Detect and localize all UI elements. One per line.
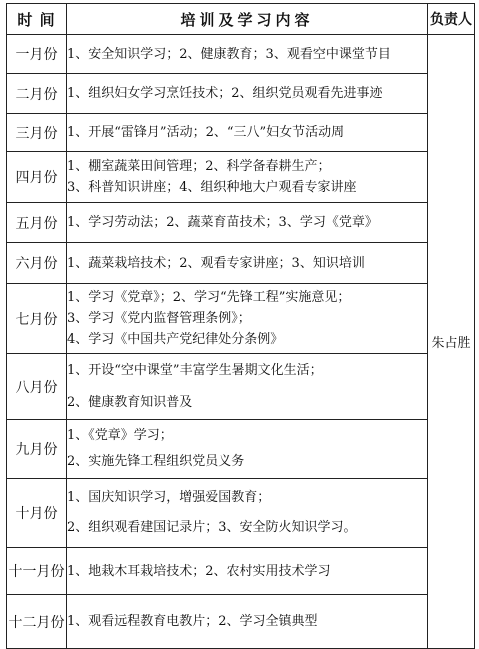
table-row [7, 479, 475, 548]
table-row [7, 548, 475, 595]
content-line: 1、开展“雷锋月”活动；2、“三八”妇女节活动周 [67, 125, 345, 140]
owner-cell: 朱占胜 [428, 35, 475, 649]
content-cell [67, 152, 428, 203]
month-cell: 七月份 [7, 284, 67, 354]
header-row [7, 4, 475, 35]
table-row [7, 35, 475, 74]
table-row [7, 114, 475, 152]
month-cell: 四月份 [7, 152, 67, 203]
content-cell [67, 284, 428, 354]
content-line: 3、学习《党内监督管理条例》； [67, 311, 251, 326]
month-cell: 十月份 [7, 479, 67, 548]
content-cell [67, 203, 428, 243]
content-line: 2、组织观看建国记录片；3、安全防火知识学习。 [67, 520, 357, 535]
content-line: 3、科普知识讲座；4、组织种地大户观看专家讲座 [67, 180, 357, 195]
content-line: 1、蔬菜栽培技术；2、观看专家讲座；3、知识培训 [67, 255, 365, 271]
content-line: 1、开设“空中课堂”丰富学生暑期文化生活； [67, 362, 323, 378]
content-cell [67, 74, 428, 114]
month-cell: 六月份 [7, 243, 67, 284]
month-cell: 五月份 [7, 203, 67, 243]
content-line: 1、学习劳动法；2、蔬菜育苗技术；3、学习《党章》 [67, 215, 378, 230]
content-line: 2、实施先锋工程组织党员义务 [67, 454, 245, 469]
header-owner: 负责人 [428, 4, 475, 35]
content-line: 1、国庆知识学习，增强爱国教育； [67, 490, 271, 505]
content-cell [67, 114, 428, 152]
table-row [7, 284, 475, 354]
content-cell [67, 420, 428, 479]
content-cell [67, 479, 428, 548]
content-cell [67, 35, 428, 74]
month-cell: 三月份 [7, 114, 67, 152]
content-line: 1、观看远程教育电教片；2、学习全镇典型 [67, 614, 318, 629]
table-row [7, 354, 475, 420]
table-row [7, 74, 475, 114]
content-line: 1、地栽木耳栽培技术；2、农村实用技术学习 [67, 563, 331, 579]
content-cell [67, 548, 428, 595]
content-cell [67, 243, 428, 284]
content-line: 1、棚室蔬菜田间管理；2、科学备春耕生产； [67, 159, 331, 174]
month-cell: 一月份 [7, 35, 67, 74]
header-time: 时 间 [7, 4, 67, 35]
table-row [7, 203, 475, 243]
content-line: 1、学习《党章》；2、学习“先锋工程”实施意见； [67, 290, 351, 305]
content-cell [67, 354, 428, 420]
content-line: 1、《党章》学习； [67, 428, 173, 443]
month-cell: 十一月份 [7, 548, 67, 595]
training-schedule-table [6, 3, 475, 649]
table-row [7, 595, 475, 649]
content-line: 1、安全知识学习；2、健康教育；3、观看空中课堂节目 [67, 46, 391, 62]
month-cell: 八月份 [7, 354, 67, 420]
month-cell: 十二月份 [7, 595, 67, 649]
header-content: 培训及学习内容 [67, 4, 428, 35]
table-row [7, 420, 475, 479]
table-row [7, 243, 475, 284]
table-row [7, 152, 475, 203]
month-cell: 二月份 [7, 74, 67, 114]
content-line: 1、组织妇女学习烹饪技术；2、组织党员观看先进事迹 [67, 86, 383, 101]
month-cell: 九月份 [7, 420, 67, 479]
content-cell [67, 595, 428, 649]
content-line: 2、健康教育知识普及 [67, 394, 193, 410]
content-line: 4、学习《中国共产党纪律处分条例》 [67, 332, 284, 347]
